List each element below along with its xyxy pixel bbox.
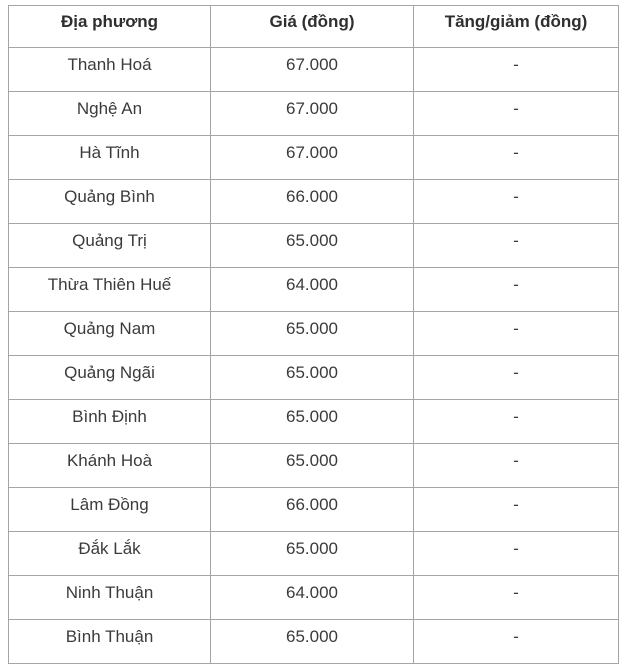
table-row <box>9 48 619 92</box>
column-header-change: Tăng/giảm (đồng) <box>414 6 619 48</box>
price-cell: 66.000 <box>211 488 414 532</box>
change-cell: - <box>414 532 619 576</box>
province-cell: Ninh Thuận <box>9 576 211 620</box>
change-cell: - <box>414 312 619 356</box>
change-cell: - <box>414 620 619 664</box>
price-table <box>8 5 619 664</box>
change-cell: - <box>414 268 619 312</box>
price-cell: 65.000 <box>211 224 414 268</box>
price-cell: 65.000 <box>211 356 414 400</box>
change-cell: - <box>414 356 619 400</box>
change-cell: - <box>414 48 619 92</box>
change-cell: - <box>414 136 619 180</box>
price-cell: 65.000 <box>211 312 414 356</box>
province-cell: Nghệ An <box>9 92 211 136</box>
price-cell: 64.000 <box>211 576 414 620</box>
table-row <box>9 488 619 532</box>
price-cell: 65.000 <box>211 532 414 576</box>
table-row <box>9 180 619 224</box>
province-cell: Khánh Hoà <box>9 444 211 488</box>
table-row <box>9 268 619 312</box>
change-cell: - <box>414 180 619 224</box>
province-cell: Bình Định <box>9 400 211 444</box>
province-cell: Lâm Đồng <box>9 488 211 532</box>
price-cell: 67.000 <box>211 136 414 180</box>
province-cell: Bình Thuận <box>9 620 211 664</box>
table-row <box>9 356 619 400</box>
change-cell: - <box>414 444 619 488</box>
change-cell: - <box>414 92 619 136</box>
table-row <box>9 620 619 664</box>
column-header-price: Giá (đồng) <box>211 6 414 48</box>
price-cell: 66.000 <box>211 180 414 224</box>
province-cell: Quảng Bình <box>9 180 211 224</box>
province-cell: Quảng Ngãi <box>9 356 211 400</box>
change-cell: - <box>414 488 619 532</box>
table-row <box>9 444 619 488</box>
header-row <box>9 6 619 48</box>
province-cell: Đắk Lắk <box>9 532 211 576</box>
province-cell: Quảng Nam <box>9 312 211 356</box>
price-cell: 65.000 <box>211 620 414 664</box>
price-cell: 65.000 <box>211 444 414 488</box>
province-cell: Thừa Thiên Huế <box>9 268 211 312</box>
table-row <box>9 400 619 444</box>
price-cell: 64.000 <box>211 268 414 312</box>
change-cell: - <box>414 224 619 268</box>
table-row <box>9 312 619 356</box>
table-row <box>9 136 619 180</box>
province-cell: Hà Tĩnh <box>9 136 211 180</box>
table-row <box>9 532 619 576</box>
province-cell: Thanh Hoá <box>9 48 211 92</box>
price-cell: 65.000 <box>211 400 414 444</box>
province-cell: Quảng Trị <box>9 224 211 268</box>
change-cell: - <box>414 576 619 620</box>
table-row <box>9 92 619 136</box>
price-cell: 67.000 <box>211 92 414 136</box>
table-row <box>9 224 619 268</box>
table-row <box>9 576 619 620</box>
column-header-province: Địa phương <box>9 6 211 48</box>
price-cell: 67.000 <box>211 48 414 92</box>
change-cell: - <box>414 400 619 444</box>
